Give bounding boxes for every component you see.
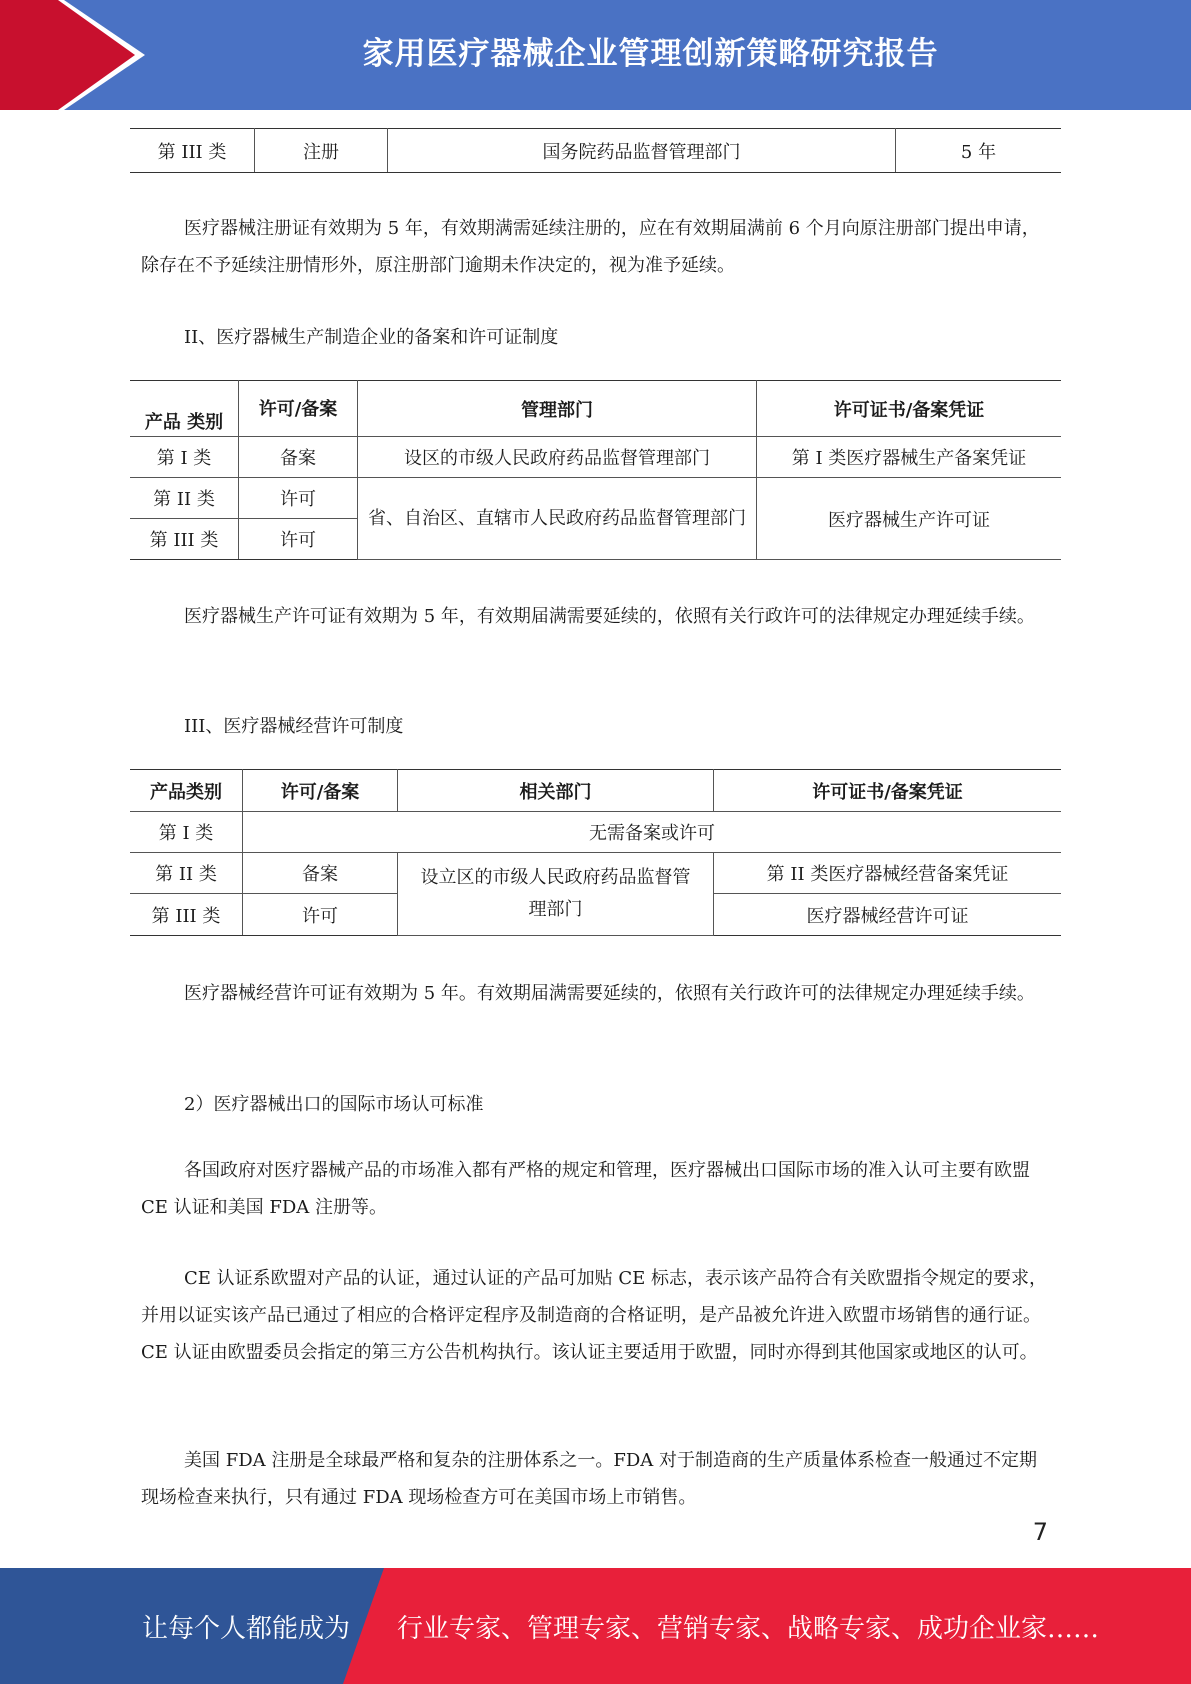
distribution-license-table [130,769,1061,936]
table-row [130,478,1061,519]
paragraph: 医疗器械经营许可证有效期为 5 年。有效期届满需要延续的，依照有关行政许可的法律规定办理延续手续。 [184,983,1035,1004]
header-dept: 管理部门 [358,381,757,437]
section-heading: II、医疗器械生产制造企业的备案和许可证制度 [184,327,559,348]
registration-table-fragment [130,128,1061,173]
header-dept: 相关部门 [398,770,714,812]
section-heading: 2）医疗器械出口的国际市场认可标准 [184,1094,484,1115]
table-cell-dept: 设立区的市级人民政府药品监督管理部门 [398,853,714,936]
table-cell-type: 备案 [243,853,398,894]
table-cell-cert: 第 II 类医疗器械经营备案凭证 [714,853,1062,894]
table-row [130,129,1061,173]
table-cell-dept: 设区的市级人民政府药品监督管理部门 [358,437,757,478]
page-footer [0,1568,1191,1684]
table-row [130,437,1061,478]
table-row [130,812,1061,853]
table-cell-category: 第 II 类 [130,853,243,894]
table-cell-dept: 省、自治区、直辖市人民政府药品监督管理部门 [358,478,757,560]
table-row [130,853,1061,894]
page-header [0,0,1191,110]
table-header-row [130,381,1061,437]
table-cell-merged: 无需备案或许可 [243,812,1062,853]
table-cell-type: 备案 [239,437,358,478]
header-cert: 许可证书/备案凭证 [714,770,1062,812]
footer-slogan-left: 让每个人都能成为 [142,1613,351,1644]
paragraph: 医疗器械注册证有效期为 5 年，有效期满需延续注册的，应在有效期届满前 6 个月向原注册部门提出申请，除存在不予延续注册情形外，原注册部门逾期未作决定的，视为准予延续。 [141,218,1040,276]
table-cell-category: 第 II 类 [130,478,239,519]
header-type: 许可/备案 [243,770,398,812]
table-cell-type: 许可 [239,519,358,560]
chevron-decoration-icon [0,0,160,110]
paragraph: 各国政府对医疗器械产品的市场准入都有严格的规定和管理，医疗器械出口国际市场的准入认可主要有欧盟 CE 认证和美国 FDA 注册等。 [141,1160,1030,1218]
table-cell-category: 第 III 类 [130,519,239,560]
table-cell-cert: 医疗器械经营许可证 [714,894,1062,936]
table-cell-cert: 医疗器械生产许可证 [757,478,1062,560]
table-cell-period: 5 年 [896,129,1062,173]
table-cell-category: 第 III 类 [130,129,255,173]
header-type: 许可/备案 [239,381,358,437]
paragraph: CE 认证系欧盟对产品的认证，通过认证的产品可加贴 CE 标志，表示该产品符合有关欧盟指令规定的要求，并用以证实该产品已通过了相应的合格评定程序及制造商的合格证明，是产品被允许进入欧盟市场销售的通行证。CE 认证由欧盟委员会指定的第三方公告机构执行。该认证主要适用于欧盟，同时亦得到其他国家或地区的认可。 [141,1268,1047,1363]
header-category: 产品类别 [130,770,243,812]
header-cert: 许可证书/备案凭证 [757,381,1062,437]
paragraph: 美国 FDA 注册是全球最严格和复杂的注册体系之一。FDA 对于制造商的生产质量体系检查一般通过不定期现场检查来执行，只有通过 FDA 现场检查方可在美国市场上市销售。 [141,1450,1038,1508]
table-header-row [130,770,1061,812]
section-heading: III、医疗器械经营许可制度 [184,716,404,737]
table-cell-category: 第 I 类 [130,437,239,478]
production-license-table [130,380,1061,560]
header-category: 产品 类别 [130,381,239,437]
table-cell-dept: 国务院药品监督管理部门 [388,129,896,173]
table-cell-cert: 第 I 类医疗器械生产备案凭证 [757,437,1062,478]
report-title: 家用医疗器械企业管理创新策略研究报告 [362,35,939,72]
table-cell-type: 许可 [243,894,398,936]
table-cell-type: 许可 [239,478,358,519]
footer-slogan-right: 行业专家、管理专家、营销专家、战略专家、成功企业家…… [397,1613,1100,1644]
table-cell-category: 第 I 类 [130,812,243,853]
page-number: 7 [1032,1518,1048,1546]
table-cell-category: 第 III 类 [130,894,243,936]
table-cell-type: 注册 [255,129,388,173]
paragraph: 医疗器械生产许可证有效期为 5 年，有效期届满需要延续的，依照有关行政许可的法律规定办理延续手续。 [184,606,1035,627]
